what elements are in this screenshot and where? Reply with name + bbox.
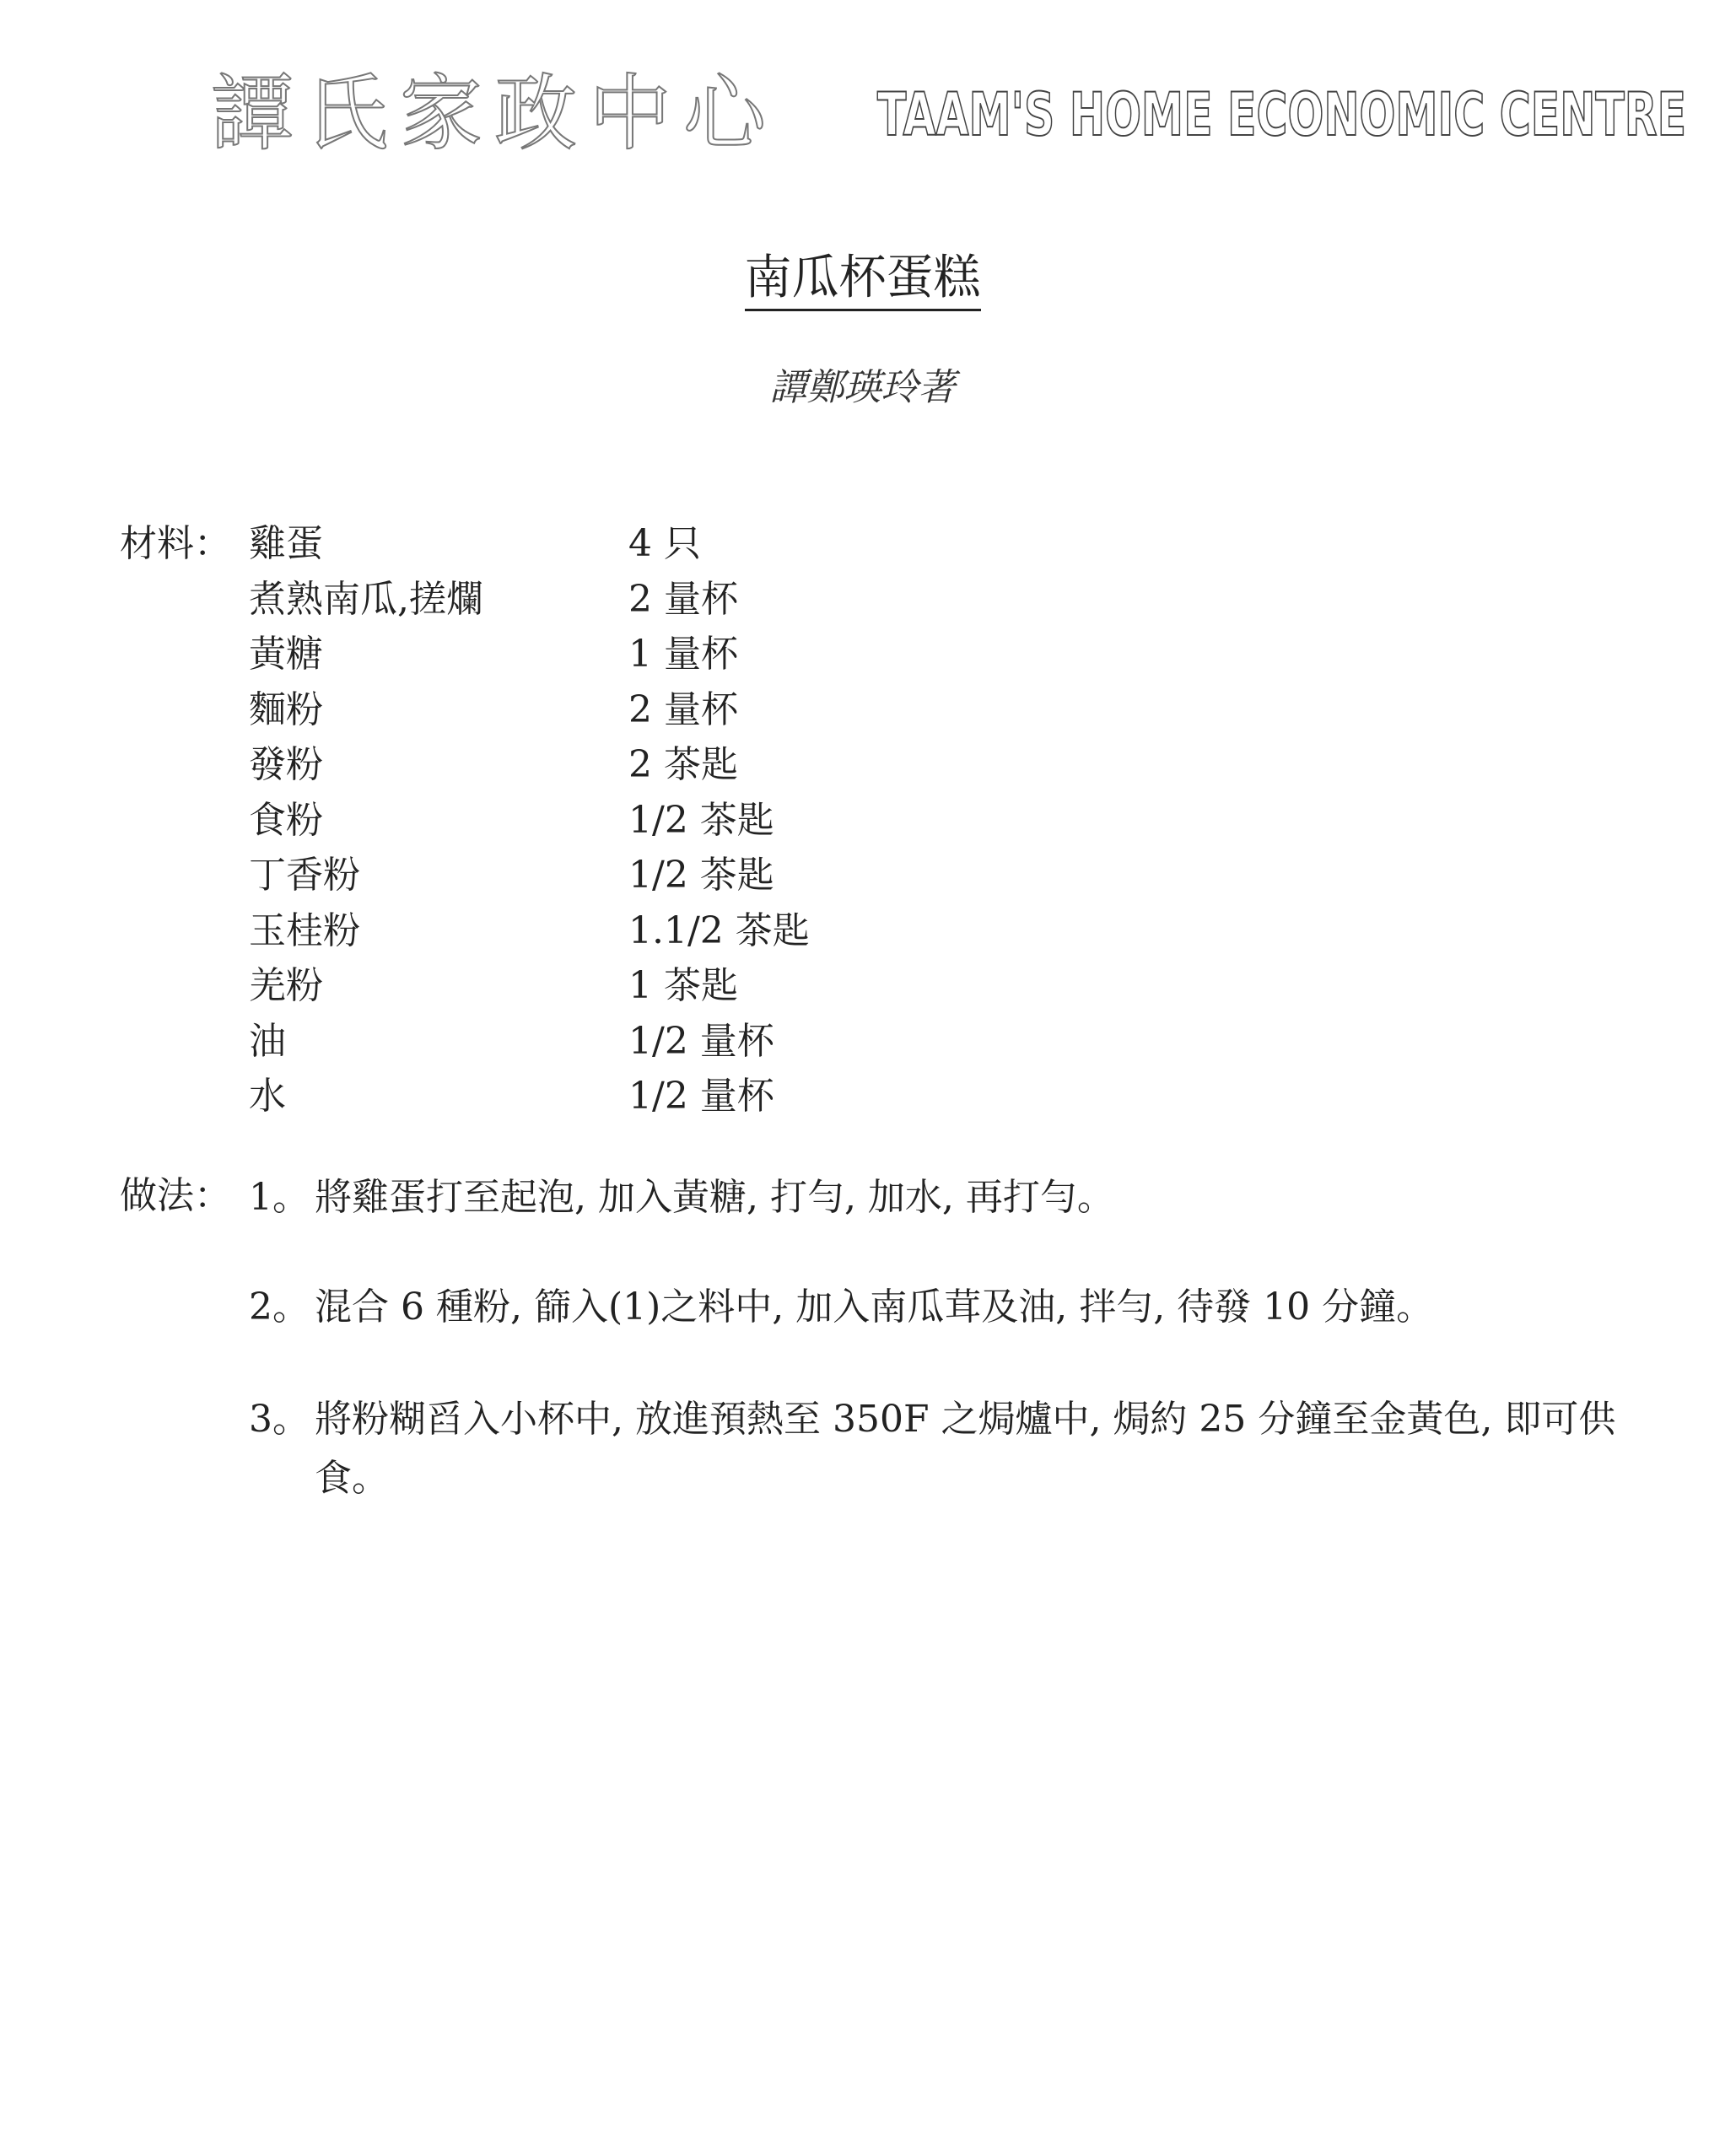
step-number: 2。 [249,1286,310,1329]
centre-name-english: TAAM'S HOME ECONOMIC CENTRE [877,80,1687,149]
recipe-title: 南瓜杯蛋糕 [0,249,1725,308]
ingredient-name: 玉桂粉 [249,908,360,952]
ingredient-quantity: 1/2 量杯 [628,1019,774,1063]
ingredient-name: 油 [249,1019,286,1063]
ingredient-row [249,1014,1008,1070]
ingredient-row [249,848,1008,903]
ingredient-name: 丁香粉 [249,854,360,897]
ingredient-quantity: 2 茶匙 [628,743,738,786]
step-number: 3。 [249,1398,310,1441]
ingredient-row [249,793,1008,849]
method-label: 做法： [120,1174,231,1217]
ingredient-list [249,516,1008,1124]
ingredient-quantity: 1/2 茶匙 [628,798,774,842]
step-text: 將粉糊舀入小杯中, 放進預熱至 350F 之焗爐中, 焗約 25 分鐘至金黃色, 即可供食。 [315,1398,1616,1500]
ingredient-quantity: 1.1/2 茶匙 [628,908,810,952]
ingredient-row [249,682,1008,738]
ingredient-name: 發粉 [249,743,323,786]
ingredient-row [249,903,1008,959]
ingredient-name: 黃糖 [249,633,323,676]
ingredient-row [249,572,1008,628]
ingredient-quantity: 2 量杯 [628,577,738,621]
ingredient-row [249,1069,1008,1124]
ingredient-name: 煮熟南瓜,搓爛 [249,577,483,621]
ingredient-row [249,627,1008,682]
ingredient-name: 羌粉 [249,964,323,1007]
ingredient-quantity: 1/2 量杯 [628,1075,774,1118]
ingredient-row [249,958,1008,1014]
method-step [249,1278,1641,1337]
step-text: 將雞蛋打至起泡, 加入黃糖, 打勻, 加水, 再打勻。 [315,1176,1114,1219]
centre-name-chinese: 譚氏家政中心 [211,66,779,162]
ingredient-name: 麵粉 [249,687,323,731]
ingredient-row [249,737,1008,793]
ingredient-quantity: 1/2 茶匙 [628,854,774,897]
recipe-author: 譚鄭瑛玲著 [769,366,956,409]
ingredient-name: 食粉 [249,798,323,842]
ingredient-quantity: 1 茶匙 [628,964,738,1007]
letterhead [0,67,1725,160]
ingredient-name: 雞蛋 [249,522,323,565]
ingredient-name: 水 [249,1075,286,1118]
ingredient-quantity: 2 量杯 [628,687,738,731]
ingredient-row [249,516,1008,572]
ingredient-quantity: 1 量杯 [628,633,738,676]
method-step [249,1390,1641,1508]
method-step [249,1168,1641,1227]
ingredient-quantity: 4 只 [628,522,701,565]
step-text: 混合 6 種粉, 篩入(1)之料中, 加入南瓜茸及油, 拌勻, 待發 10 分鐘。 [315,1286,1434,1329]
step-number: 1。 [249,1176,310,1219]
materials-label: 材料： [120,522,231,565]
